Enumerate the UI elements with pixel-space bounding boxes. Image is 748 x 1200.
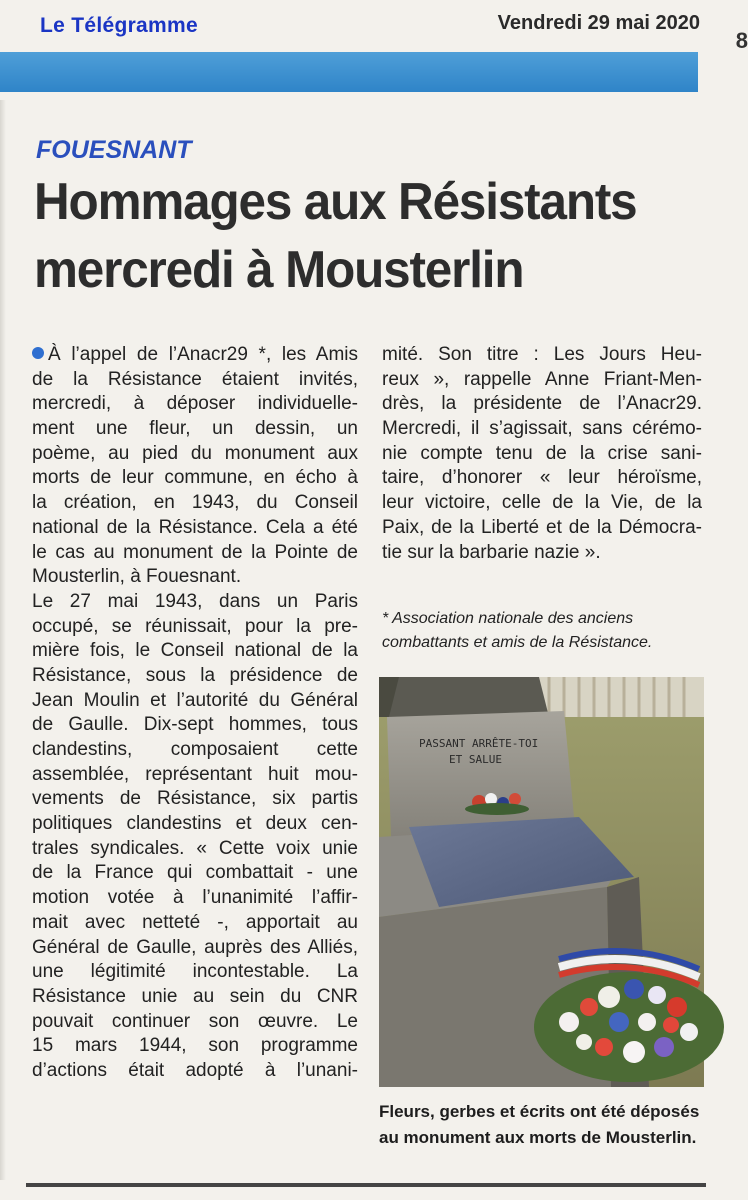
body-line: mait avec netteté -, apportait au	[32, 911, 358, 933]
issue-date: Vendredi 29 mai 2020	[497, 12, 700, 34]
page-gutter-shadow	[0, 100, 6, 1180]
body-line: de la France qui combattait - une	[32, 862, 358, 884]
body-line: Le 27 mai 1943, dans un Paris	[32, 590, 358, 612]
body-line: occupé, se réunissait, pour la pre-	[32, 615, 358, 637]
body-line: Jean Moulin et l’autorité du Général	[32, 689, 358, 711]
body-line: le cas au monument de la Pointe de	[32, 541, 358, 563]
monument-photo	[379, 677, 704, 1087]
body-line: mercredi, à déposer individuelle-	[32, 393, 358, 415]
photo-caption	[379, 1099, 709, 1151]
body-line: d’actions était adopté à l’unani-	[32, 1059, 358, 1081]
body-line: de Gaulle. Dix-sept hommes, tous	[32, 714, 358, 736]
section-band	[0, 52, 698, 92]
body-line-text: À l’appel de l’Anacr29 *, les Amis	[48, 344, 358, 365]
footnote-line: * Association nationale des anciens	[382, 610, 634, 627]
body-line: Mousterlin, à Fouesnant.	[32, 566, 242, 588]
body-line: Général de Gaulle, auprès des Alliés,	[32, 936, 358, 958]
footnote-line: combattants et amis de la Résistance.	[382, 634, 653, 651]
body-line: poème, au pied du monument aux	[32, 442, 358, 464]
headline-line-2: mercredi à Mousterlin	[34, 241, 524, 299]
body-line: motion votée à l’unanimité l’affir-	[32, 887, 358, 909]
body-line: une légitimité incontestable. La	[32, 961, 358, 983]
caption-line: Fleurs, gerbes et écrits ont été déposés	[379, 1102, 700, 1121]
body-line: mière fois, le Conseil national de la	[32, 640, 358, 662]
body-line: la création, en 1943, du Conseil	[32, 492, 358, 514]
masthead-logo: Le Télégramme	[40, 14, 198, 37]
body-line: Mercredi, il s’agissait, sans cérémo-	[382, 418, 702, 440]
caption-line: au monument aux morts de Mousterlin.	[379, 1128, 697, 1147]
body-line: de la Résistance étaient invités,	[32, 368, 358, 390]
article-kicker: FOUESNANT	[36, 136, 192, 164]
body-line: assemblée, représentant huit mou-	[32, 763, 358, 785]
body-line: mité. Son titre : Les Jours Heu-	[382, 344, 702, 365]
body-line: taire, d’honorer « leur héroïsme,	[382, 467, 702, 489]
body-line: reux », rappelle Anne Friant-Men-	[382, 368, 702, 390]
body-line: Résistance unie au sein du CNR	[32, 985, 358, 1007]
article-body-left-column	[32, 343, 358, 1084]
inscription-line-1: PASSANT ARRÊTE-TOI	[419, 737, 539, 750]
page-number: 8	[735, 28, 748, 53]
article-body-right-column	[382, 343, 702, 565]
bottom-rule	[26, 1183, 706, 1187]
article-headline	[34, 168, 680, 304]
inscription-line-2: ET SALUE	[449, 753, 502, 766]
article-footnote	[382, 607, 712, 655]
body-line: Paix, de la Liberté et de la Démocra-	[382, 516, 702, 538]
monument-photo-illustration	[379, 677, 704, 1087]
body-line: drès, la présidente de l’Anacr29.	[382, 393, 702, 415]
body-line: vements de Résistance, six partis	[32, 788, 358, 810]
body-line: Résistance, sous la présidence de	[32, 664, 358, 686]
body-line: politiques clandestins et deux cen-	[32, 813, 358, 835]
body-line: 15 mars 1944, son programme	[32, 1035, 358, 1057]
headline-line-1: Hommages aux Résistants	[34, 173, 637, 231]
body-line: tie sur la barbarie nazie ».	[382, 541, 601, 563]
bullet-dot-icon	[32, 347, 44, 359]
body-line: nie compte tenu de la crise sani-	[382, 442, 702, 464]
body-line: trales syndicales. « Cette voix unie	[32, 837, 358, 859]
body-line: national de la Résistance. Cela a été	[32, 516, 358, 538]
body-line: leur victoire, celle de la Vie, de la	[382, 492, 702, 514]
body-line	[32, 343, 358, 368]
body-line: clandestins, composaient cette	[32, 739, 358, 760]
body-line: pouvait continuer son œuvre. Le	[32, 1010, 358, 1032]
body-line: morts de leur commune, en écho à	[32, 467, 358, 489]
body-line: ment une fleur, un dessin, un	[32, 418, 358, 440]
